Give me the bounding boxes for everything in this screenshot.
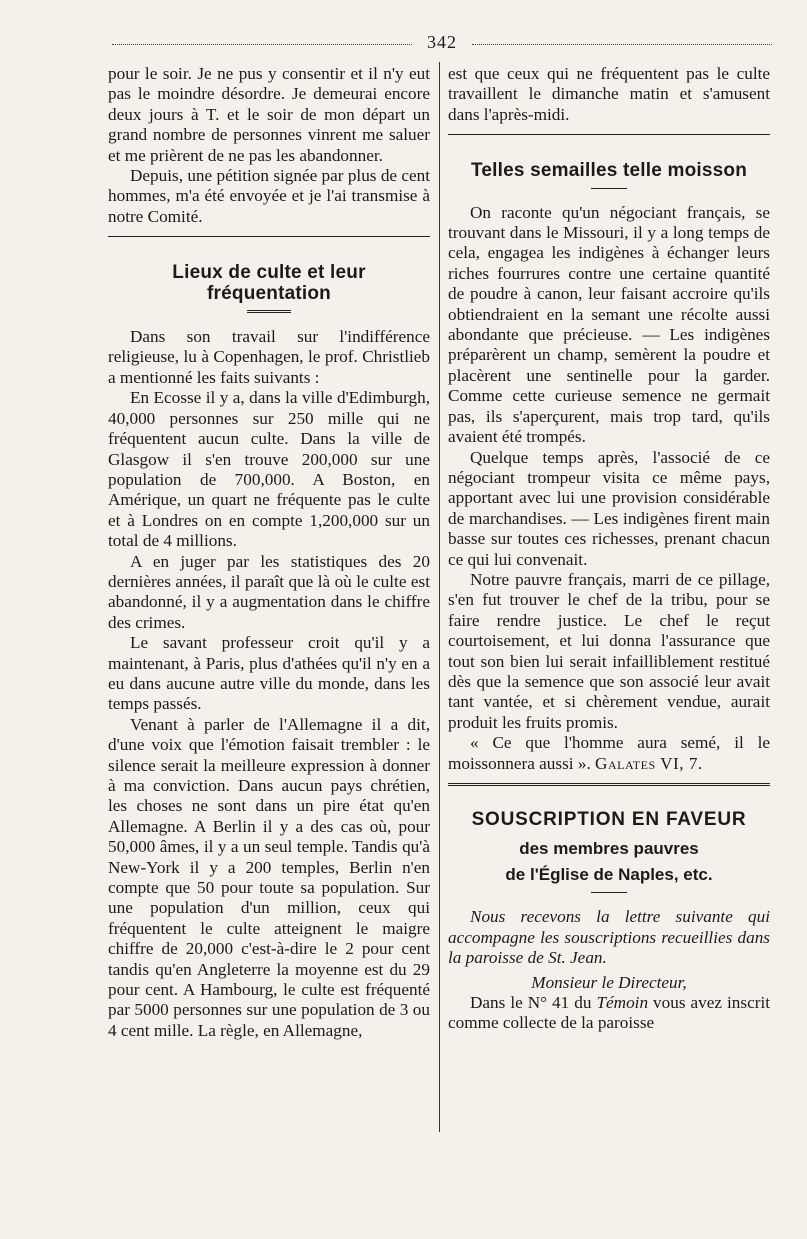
header-rule-right	[472, 44, 772, 45]
letter-salutation: Monsieur le Directeur,	[531, 972, 687, 992]
quote-reference: Galates VI, 7.	[595, 753, 703, 773]
quote-text: « Ce que l'homme aura semé, il le moissonnera aussi ».	[448, 733, 770, 773]
title-ornament	[591, 188, 627, 189]
title-ornament	[591, 892, 627, 893]
subscription-intro: Nous recevons la lettre suivante qui accompagne les souscriptions recueillies dans la paroisse de St. Jean.	[448, 907, 770, 968]
article-paragraph-4: Le savant professeur croit qu'il y a maintenant, à Paris, plus d'athées qu'il n'y en a eu dans aucune autre ville du monde, dans les temps passés.	[108, 633, 430, 714]
story-paragraph-2: Quelque temps après, l'associé de ce négociant trompeur visita ce même pays, apportant avec lui une provision considérable de marchandises. — Les indigènes firent main basse sur toutes ces richesses, prenant chacun ce qui lui convenait.	[448, 447, 770, 569]
section-separator	[448, 783, 770, 786]
page-header	[112, 32, 772, 54]
column-divider	[439, 62, 440, 1132]
article-paragraph-3: A en juger par les statistiques des 20 dernières années, il paraît que là où le culte est abandonné, il y a augmentation dans le chiffre des crimes.	[108, 551, 430, 632]
story-paragraph-3: Notre pauvre français, marri de ce pillage, s'en fut trouver le chef de la tribu, pour se faire rendre justice. Le chef le reçut courtoisement, et lui donna l'assurance que tout son bien lui serait infailliblement restitué dès que la semence que son associé leur avait tant vantée, et si chèrement vendue, aurait produit les fruits promis.	[448, 569, 770, 732]
article-paragraph-1: Dans son travail sur l'indifférence religieuse, lu à Copenhagen, le prof. Christlieb a mentionné les faits suivants :	[108, 327, 430, 387]
story-paragraph-1: On raconte qu'un négociant français, se trouvant dans le Missouri, il y a long temps de cela, engagea les indigènes à échanger leurs riches fourrures contre une certaine quantité de poudre à canon, leur faisant accroire qu'ils obtiendraient en la semant une récolte aussi abondante que précieuse. — Les indigènes préparèrent un champ, semèrent la poudre et placèrent une sentinelle pour la garder. Comme cette curieuse semence ne germait pas, ils s'aperçurent, mais trop tard, qu'ils avaient été trompés.	[448, 202, 770, 447]
section-title-lieux-de-culte: Lieux de culte et leur fréquentation	[172, 262, 366, 304]
page-number: 342	[427, 32, 457, 52]
header-rule-left	[112, 44, 412, 45]
article-paragraph-2: En Ecosse il y a, dans la ville d'Edimburgh, 40,000 personnes sur 250 mille qui ne fréquentent aucun culte. Dans la ville de Glasgow il s'en trouve 200,000 sur une population de 700,000. A Boston, en Amérique, un quart ne fréquente pas le culte et à Londres on en compte 1,200,000 sur un total de 4 millions.	[108, 388, 430, 551]
letter-body	[448, 993, 770, 1034]
left-intro-paragraph-1: pour le soir. Je ne pus y consentir et il n'y eut pas le moindre désordre. Je demeurai encore deux jours à T. et le soir de mon départ un grand nombre de personnes vinrent me saluer et me prièrent de ne pas les abandonner.	[108, 64, 430, 165]
article-paragraph-5: Venant à parler de l'Allemagne il a dit, d'une voix que l'émotion faisait trembler : le silence serait la meilleure expression à donner à ma conviction. Dans aucun pays chrétien, les choses ne sont dans un pire état qu'en Allemagne. A Berlin il y a des cas où, pour 50,000 âmes, il y a un seul temple. Tandis qu'à New-York il y a 200 temples, Berlin n'en compte que 50 pour toute sa population. Sur une population d'un million, ceux qui fréquentent le culte atteignent le maigre chiffre de 20,000 c'est-à-dire le 2 pour cent tandis qu'en Angleterre la moyenne est du 29 pour cent. A Hambourg, le culte est fréquenté par 5000 personnes sur une population de 3 ou 4 cent mille. La règle, en Allemagne,	[108, 714, 430, 1040]
subscription-subtitle-1: des membres pauvres	[519, 839, 699, 859]
left-column	[108, 64, 430, 1041]
bible-quote	[448, 733, 770, 774]
subscription-subtitle-2: de l'Église de Naples, etc.	[505, 865, 713, 885]
section-separator	[108, 236, 430, 237]
title-ornament	[247, 310, 291, 313]
right-column	[448, 64, 770, 1034]
letter-start: Dans le N° 41 du	[470, 993, 592, 1013]
subscription-title: SOUSCRIPTION EN FAVEUR	[471, 809, 747, 830]
right-intro-paragraph: est que ceux qui ne fréquentent pas le culte travaillent le dimanche matin et s'amusent dans l'après-midi.	[448, 64, 770, 124]
letter-newspaper-name: Témoin	[596, 993, 649, 1013]
section-separator	[448, 134, 770, 135]
letter-end: vous avez inscrit comme collecte de la paroisse	[448, 993, 770, 1033]
left-intro-paragraph-2: Depuis, une pétition signée par plus de cent hommes, m'a été envoyée et je l'ai transmise à notre Comité.	[108, 166, 430, 226]
section-title-telles-semailles: Telles semailles telle moisson	[471, 160, 747, 182]
